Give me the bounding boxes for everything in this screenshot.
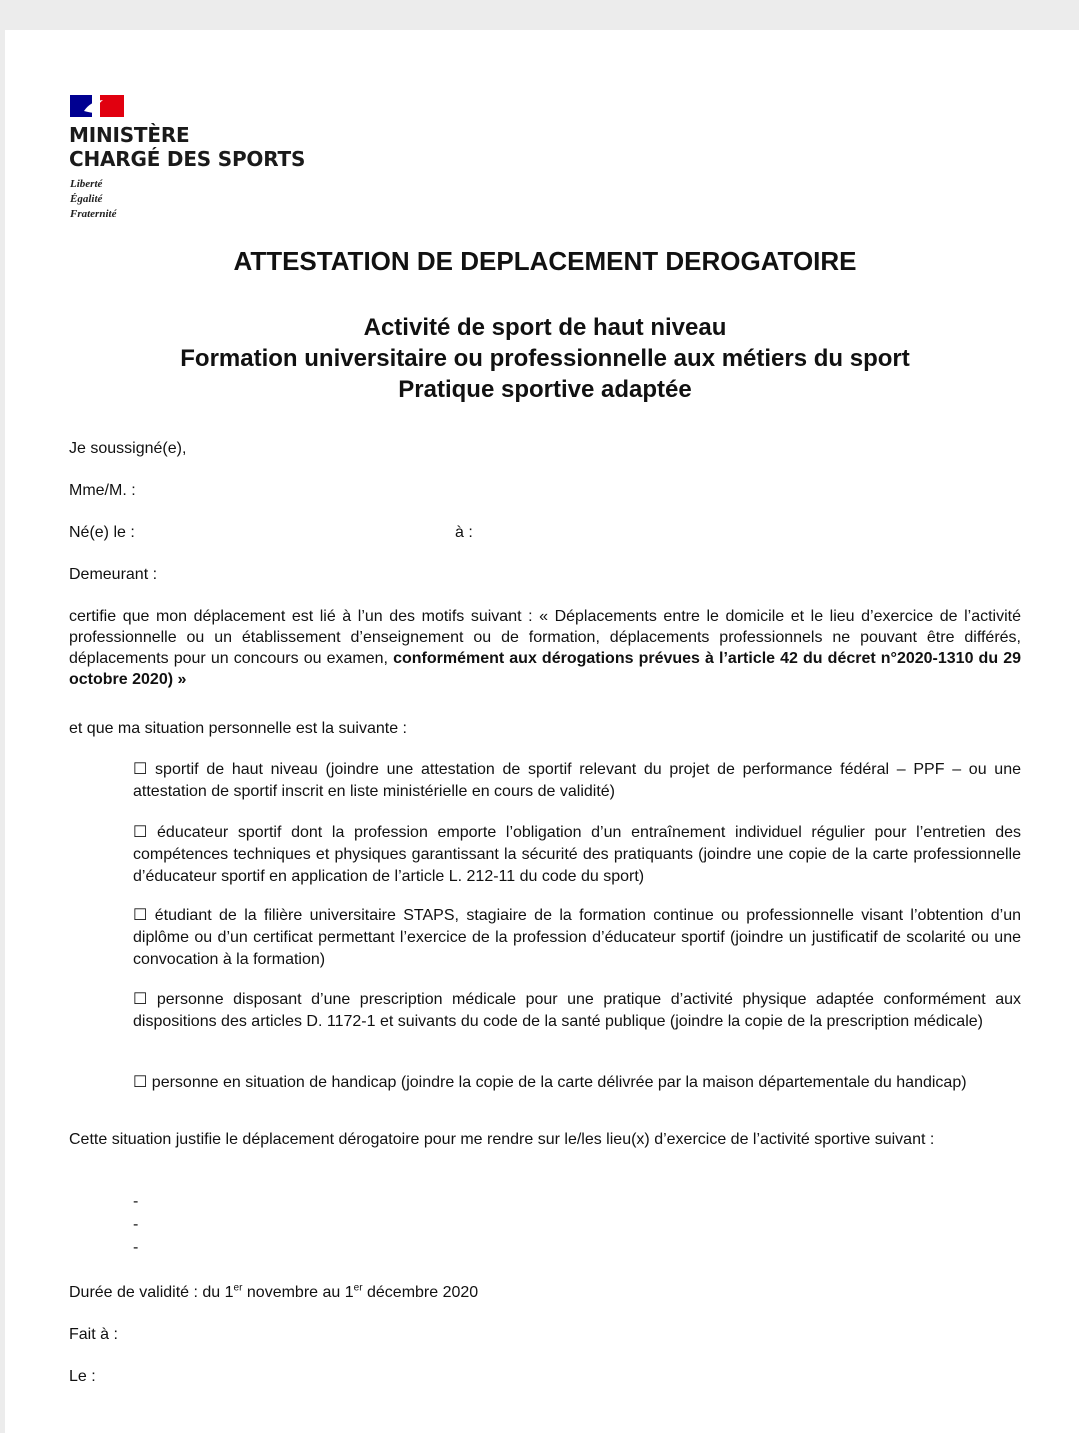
option-sports-educator bbox=[133, 822, 1021, 888]
validity-middle: novembre au 1 bbox=[242, 1284, 354, 1301]
checkbox-icon[interactable]: ☐ bbox=[133, 991, 148, 1008]
intro-line: Je soussigné(e), bbox=[69, 440, 187, 457]
location-dash-2: - bbox=[133, 1216, 139, 1233]
checkbox-icon[interactable]: ☐ bbox=[133, 824, 148, 841]
certify-bold-text: conformément aux dérogations prévues à l’article 42 du décret n°2020-1310 du 29 octobre 2020) » bbox=[69, 650, 1021, 688]
done-at-label: Fait à : bbox=[69, 1326, 118, 1343]
document-subtitle bbox=[5, 312, 1079, 405]
date-label: Le : bbox=[69, 1368, 96, 1385]
validity-prefix: Durée de validité : du 1 bbox=[69, 1284, 234, 1301]
marianne-logo bbox=[70, 95, 124, 117]
certify-paragraph bbox=[69, 606, 1021, 690]
validity-sup-2: er bbox=[353, 1282, 363, 1294]
validity-line bbox=[69, 1284, 478, 1302]
motto-liberte: Liberté bbox=[70, 178, 103, 190]
option-text: personne disposant d’une prescription médicale pour une pratique d’activité physique adaptée conformément aux dispositions des articles D. 1172-1 et suivants du code de la santé publique (joindre la copie de la prescription médicale) bbox=[133, 991, 1021, 1030]
birth-date-label: Né(e) le : bbox=[69, 524, 135, 541]
option-text: étudiant de la filière universitaire STAPS, stagiaire de la formation continue ou professionnelle visant l’obtention d’un diplôme ou d’un certificat permettant l’exercice de la profession d’éducateur sportif (joindre un justificatif de scolarité ou une convocation à la formation) bbox=[133, 907, 1021, 968]
motto-fraternite: Fraternité bbox=[70, 208, 117, 220]
option-high-level-athlete bbox=[133, 759, 1021, 803]
ministry-line-2: CHARGÉ DES SPORTS bbox=[69, 147, 306, 171]
checkbox-icon[interactable]: ☐ bbox=[133, 761, 148, 778]
subtitle-line-1: Activité de sport de haut niveau bbox=[363, 314, 727, 341]
option-disability bbox=[133, 1072, 1021, 1094]
validity-suffix: décembre 2020 bbox=[362, 1284, 479, 1301]
name-field-label: Mme/M. : bbox=[69, 482, 136, 499]
subtitle-line-2: Formation universitaire ou professionnelle aux métiers du sport bbox=[180, 345, 910, 372]
option-staps-student bbox=[133, 905, 1021, 971]
justify-paragraph: Cette situation justifie le déplacement dérogatoire pour me rendre sur le/les lieu(x) d’exercice de l’activité sportive suivant : bbox=[69, 1131, 935, 1148]
option-text: sportif de haut niveau (joindre une attestation de sportif relevant du projet de performance fédéral – PPF – ou une attestation de sportif inscrit en liste ministérielle en cours de validité) bbox=[133, 761, 1021, 800]
ministry-line-1: MINISTÈRE bbox=[69, 123, 190, 147]
document-page bbox=[5, 30, 1079, 1433]
certify-text: certifie que mon déplacement est lié à l’un des motifs suivant : « Déplacements entre le domicile et le lieu d’exercice de l’activité professionnelle ou un établissement d’enseignement ou de formation, déplacements professionnels ne pouvant être différés, déplacements pour un concours ou examen, bbox=[69, 608, 1021, 667]
location-dash-1: - bbox=[133, 1193, 139, 1210]
subtitle-line-3: Pratique sportive adaptée bbox=[398, 376, 692, 403]
republic-motto bbox=[70, 177, 116, 222]
birth-place-label: à : bbox=[455, 524, 473, 541]
checkbox-icon[interactable]: ☐ bbox=[133, 907, 148, 924]
checkbox-icon[interactable]: ☐ bbox=[133, 1074, 148, 1091]
document-title: ATTESTATION DE DEPLACEMENT DEROGATOIRE bbox=[233, 246, 857, 276]
ministry-name bbox=[69, 123, 305, 171]
situation-intro: et que ma situation personnelle est la suivante : bbox=[69, 720, 407, 737]
location-dash-3: - bbox=[133, 1239, 139, 1256]
option-text: personne en situation de handicap (joindre la copie de la carte délivrée par la maison départementale du handicap) bbox=[151, 1074, 967, 1091]
motto-egalite: Égalité bbox=[70, 193, 103, 205]
option-text: éducateur sportif dont la profession emporte l’obligation d’un entraînement individuel régulier pour l’entretien des compétences techniques et physiques garantissant la sécurité des pratiquants (joindre une copie de la carte professionnelle d’éducateur sportif en application de l’article L. 212-11 du code du sport) bbox=[133, 824, 1021, 885]
validity-sup-1: er bbox=[233, 1282, 243, 1294]
option-medical-prescription bbox=[133, 989, 1021, 1033]
address-label: Demeurant : bbox=[69, 566, 158, 583]
